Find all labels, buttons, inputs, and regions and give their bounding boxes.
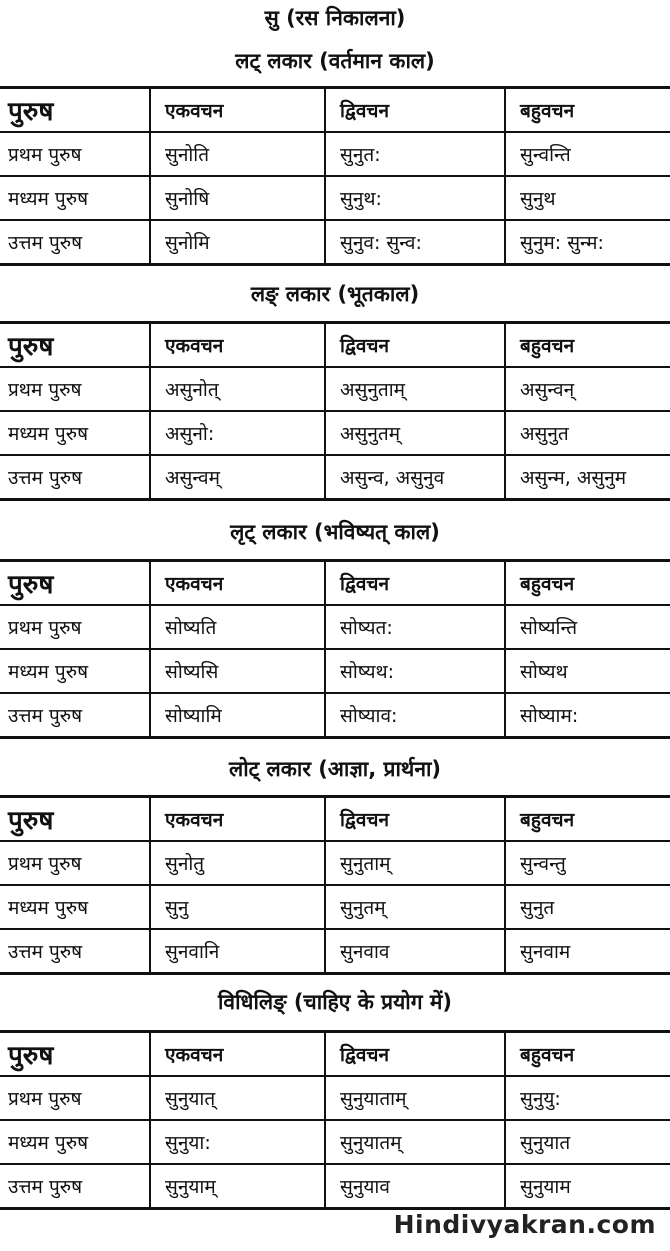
table-row <box>0 411 670 455</box>
header-dvivachan: द्विवचन <box>325 1032 505 1077</box>
table-header-row <box>0 561 670 606</box>
cell-purush: मध्यम पुरुष <box>0 1120 150 1164</box>
site-watermark: Hindivyakran.com <box>393 1210 656 1239</box>
cell-dvivachan: सुनुयातम् <box>325 1120 505 1164</box>
table-row <box>0 1164 670 1209</box>
cell-ekvachan: सुनोति <box>150 132 325 176</box>
table-header-row <box>0 323 670 368</box>
table-header-row <box>0 1032 670 1077</box>
cell-bahuvachan: असुन्वन् <box>505 367 670 411</box>
cell-dvivachan: असुनुताम् <box>325 367 505 411</box>
table-lat <box>0 86 670 266</box>
cell-ekvachan: सोष्यति <box>150 605 325 649</box>
section-title-lat: लट् लकार (वर्तमान काल) <box>235 49 435 73</box>
cell-dvivachan: सुनुतम् <box>325 885 505 929</box>
page-title: सु (रस निकालना) <box>264 6 406 30</box>
cell-dvivachan: सोष्याव: <box>325 693 505 738</box>
table-row <box>0 1120 670 1164</box>
header-dvivachan: द्विवचन <box>325 323 505 368</box>
cell-dvivachan: सोष्यत: <box>325 605 505 649</box>
cell-bahuvachan: सुनवाम <box>505 929 670 974</box>
table-header-row <box>0 88 670 133</box>
table-lot <box>0 795 670 975</box>
cell-ekvachan: सुनवानि <box>150 929 325 974</box>
cell-dvivachan: सुनुयाताम् <box>325 1076 505 1120</box>
cell-bahuvachan: सुनुयात <box>505 1120 670 1164</box>
cell-purush: मध्यम पुरुष <box>0 885 150 929</box>
section-title-vidhiling: विधिलिङ् (चाहिए के प्रयोग में) <box>217 990 453 1014</box>
header-dvivachan: द्विवचन <box>325 561 505 606</box>
header-purush: पुरुष <box>0 88 150 133</box>
cell-ekvachan: सुनोमि <box>150 220 325 265</box>
table-row <box>0 841 670 885</box>
cell-dvivachan: असुनुतम् <box>325 411 505 455</box>
section-title-lrit: लृट् लकार (भविष्यत् काल) <box>230 520 440 544</box>
header-purush: पुरुष <box>0 1032 150 1077</box>
table-vidhiling <box>0 1030 670 1210</box>
cell-ekvachan: सुनोतु <box>150 841 325 885</box>
cell-bahuvachan: सुनुम: सुन्म: <box>505 220 670 265</box>
cell-dvivachan: सुनुव: सुन्व: <box>325 220 505 265</box>
cell-purush: प्रथम पुरुष <box>0 605 150 649</box>
cell-purush: उत्तम पुरुष <box>0 455 150 500</box>
cell-ekvachan: असुनो: <box>150 411 325 455</box>
table-row <box>0 929 670 974</box>
header-bahuvachan: बहुवचन <box>505 1032 670 1077</box>
cell-purush: प्रथम पुरुष <box>0 841 150 885</box>
table-row <box>0 693 670 738</box>
header-purush: पुरुष <box>0 323 150 368</box>
cell-bahuvachan: असुनुत <box>505 411 670 455</box>
header-ekvachan: एकवचन <box>150 797 325 842</box>
cell-ekvachan: असुनोत् <box>150 367 325 411</box>
cell-dvivachan: सुनुयाव <box>325 1164 505 1209</box>
cell-ekvachan: सुनोषि <box>150 176 325 220</box>
cell-ekvachan: सुनुया: <box>150 1120 325 1164</box>
header-bahuvachan: बहुवचन <box>505 323 670 368</box>
header-ekvachan: एकवचन <box>150 1032 325 1077</box>
cell-bahuvachan: सुनुयाम <box>505 1164 670 1209</box>
cell-dvivachan: असुन्व, असुनुव <box>325 455 505 500</box>
cell-ekvachan: सुनुयात् <box>150 1076 325 1120</box>
cell-purush: मध्यम पुरुष <box>0 176 150 220</box>
header-purush: पुरुष <box>0 797 150 842</box>
cell-purush: उत्तम पुरुष <box>0 693 150 738</box>
cell-dvivachan: सुनुताम् <box>325 841 505 885</box>
table-row <box>0 649 670 693</box>
cell-bahuvachan: सोष्याम: <box>505 693 670 738</box>
header-ekvachan: एकवचन <box>150 561 325 606</box>
cell-ekvachan: सुनु <box>150 885 325 929</box>
cell-ekvachan: सोष्यामि <box>150 693 325 738</box>
table-row <box>0 367 670 411</box>
table-row <box>0 176 670 220</box>
cell-ekvachan: असुन्वम् <box>150 455 325 500</box>
cell-bahuvachan: सोष्यन्ति <box>505 605 670 649</box>
cell-purush: प्रथम पुरुष <box>0 367 150 411</box>
header-dvivachan: द्विवचन <box>325 797 505 842</box>
cell-purush: मध्यम पुरुष <box>0 649 150 693</box>
table-lang <box>0 321 670 501</box>
cell-purush: उत्तम पुरुष <box>0 220 150 265</box>
table-lrit <box>0 559 670 739</box>
cell-purush: प्रथम पुरुष <box>0 132 150 176</box>
table-row <box>0 1076 670 1120</box>
cell-ekvachan: सोष्यसि <box>150 649 325 693</box>
cell-purush: प्रथम पुरुष <box>0 1076 150 1120</box>
cell-bahuvachan: सुनुथ <box>505 176 670 220</box>
table-row <box>0 132 670 176</box>
header-ekvachan: एकवचन <box>150 88 325 133</box>
cell-purush: उत्तम पुरुष <box>0 1164 150 1209</box>
cell-bahuvachan: सुन्वन्ति <box>505 132 670 176</box>
cell-bahuvachan: सुन्वन्तु <box>505 841 670 885</box>
section-title-lang: लङ् लकार (भूतकाल) <box>250 282 420 306</box>
cell-bahuvachan: असुन्म, असुनुम <box>505 455 670 500</box>
table-header-row <box>0 797 670 842</box>
cell-dvivachan: सुनवाव <box>325 929 505 974</box>
cell-bahuvachan: सुनुत <box>505 885 670 929</box>
header-purush: पुरुष <box>0 561 150 606</box>
cell-bahuvachan: सुनुयु: <box>505 1076 670 1120</box>
cell-dvivachan: सुनुथ: <box>325 176 505 220</box>
cell-purush: उत्तम पुरुष <box>0 929 150 974</box>
cell-purush: मध्यम पुरुष <box>0 411 150 455</box>
header-bahuvachan: बहुवचन <box>505 88 670 133</box>
header-bahuvachan: बहुवचन <box>505 561 670 606</box>
table-row <box>0 605 670 649</box>
table-row <box>0 885 670 929</box>
section-title-lot: लोट् लकार (आज्ञा, प्रार्थना) <box>228 757 442 781</box>
header-dvivachan: द्विवचन <box>325 88 505 133</box>
header-ekvachan: एकवचन <box>150 323 325 368</box>
table-row <box>0 455 670 500</box>
header-bahuvachan: बहुवचन <box>505 797 670 842</box>
cell-ekvachan: सुनुयाम् <box>150 1164 325 1209</box>
table-row <box>0 220 670 265</box>
cell-dvivachan: सोष्यथ: <box>325 649 505 693</box>
cell-bahuvachan: सोष्यथ <box>505 649 670 693</box>
cell-dvivachan: सुनुत: <box>325 132 505 176</box>
